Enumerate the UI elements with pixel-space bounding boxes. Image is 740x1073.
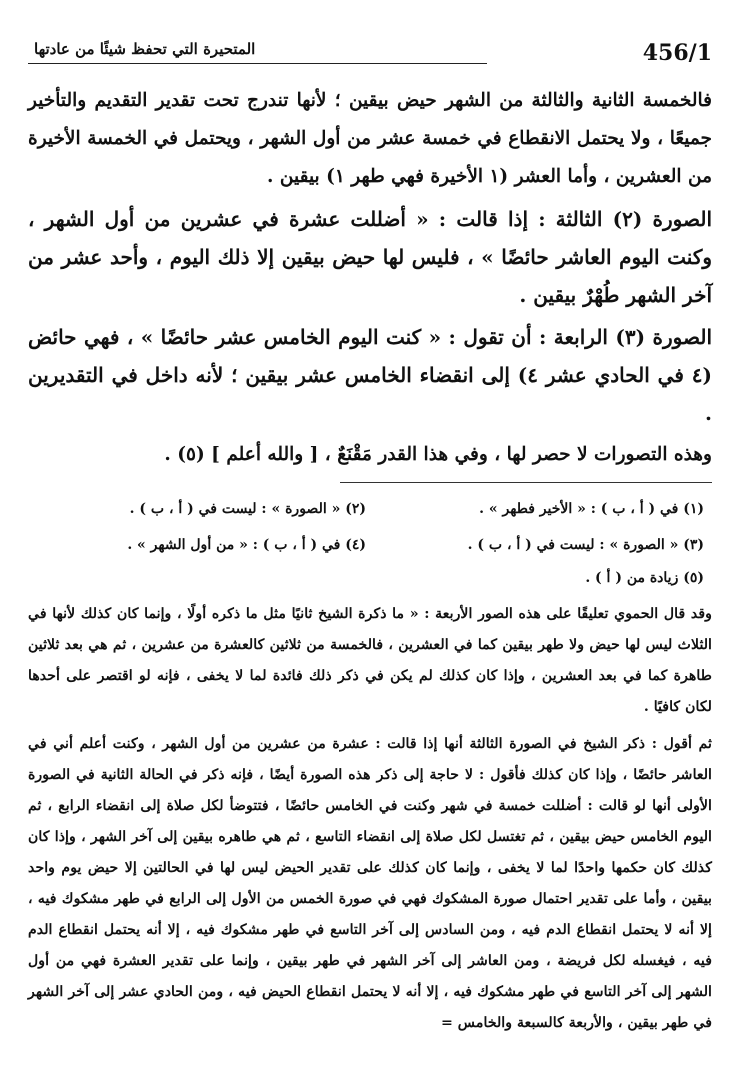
commentary-paragraph: ثم أقول : ذكر الشيخ في الصورة الثالثة أنها إذا قالت : عشرة من عشرين من أول الشهر ، وكنت أعلم أني في العاشر حائضًا ، وإذا كان كذلك فأقول : لا حاجة إلى ذكر هذه الصورة أيضًا ، فإنه ذكر في الحالة الثانية في الصورة الأولى أنها لو قالت : أضللت خمسة في شهر وكنت في الخامس حائضًا ، فتتوضأ لكل صلاة إلى انقضاء الرابع ، ثم اليوم الخامس حيض بيقين ، ثم تغتسل لكل صلاة إلى انقضاء التاسع ، ثم هي طاهره بيقين إلى آخر الشهر ، وإذا كان كذلك كان حكمها واحدًا لما لا يخفى ، وإنما كان كذلك على تقدير الحيض ليس لها في الحالتين إلا حيض يوم واحد بيقين ، وأما على تقدير احتمال صورة المشكوك فهي في صورة الخمس من الأول إلى الرابع في طهر مشكوك فيه ، إلا أنه لا يحتمل انقطاع الدم فيه ، ومن السادس إلى آخر التاسع في طهر مشكوك فيه ، إلا أنه يحتمل انقطاع الدم فيه ، فيغسله لكل فريضة ، ومن العاشر إلى آخر الشهر في طهر بيقين ، وإنما على تقدير العشرة فهي من أول الشهر إلى آخر التاسع في طهر مشكوك فيه ، إلا أنه لا يحتمل انقطاع الحيض فيه ، ومن الحادي عشر إلى آخر الشهر في طهر بيقين ، والأربعة كالسبعة والخامس =: [28, 736, 712, 1031]
footnote: (٥) زيادة من ( أ ) .: [585, 570, 704, 586]
page-number: 456/1: [642, 40, 712, 66]
main-paragraph: فالخمسة الثانية والثالثة من الشهر حيض بيقين ؛ لأنها تندرج تحت تقدير التقديم والتأخير جميعًا ، ولا يحتمل الانقطاع في خمسة عشر من أول الشهر ، ويحتمل في الخمسة الأخيرة من العشرين ، وأما العشر (١ الأخيرة فهي طهر ١) بيقين .: [28, 90, 712, 187]
footnotes: [28, 491, 712, 563]
footnote: (١) في ( أ ، ب ) : « الأخير فطهر » .: [479, 501, 704, 517]
footnote-separator: [340, 482, 712, 483]
page-header: [28, 30, 712, 70]
footnote: (٢) « الصورة » : ليست في ( أ ، ب ) .: [129, 501, 366, 517]
commentary: [28, 599, 712, 1039]
footnote: (٤) في ( أ ، ب ) : « من أول الشهر » .: [127, 537, 366, 553]
header-rule: [28, 63, 487, 64]
main-text: [28, 82, 712, 474]
main-paragraph: الصورة (٣) الرابعة : أن تقول : « كنت اليوم الخامس عشر حائضًا » ، فهي حائض (٤ في الحادي عشر ٤) إلى انقضاء الخامس عشر بيقين ؛ لأنه داخل في التقديرين .: [28, 325, 713, 425]
main-paragraph: الصورة (٢) الثالثة : إذا قالت : « أضللت عشرة في عشرين من أول الشهر ، وكنت اليوم العاشر حائضًا » ، فليس لها حيض بيقين إلا ذلك اليوم ، وأحد عشر من آخر الشهر طُهْرٌ بيقين .: [28, 207, 713, 307]
footnote: (٣) « الصورة » : ليست في ( أ ، ب ) .: [467, 537, 704, 553]
main-paragraph: وهذه التصورات لا حصر لها ، وفي هذا القدر مَقْنَعٌ ، [ والله أعلم ] (٥) .: [164, 444, 712, 465]
running-title: المتحيرة التي تحفظ شيئًا من عادتها: [28, 40, 261, 58]
book-page: [28, 30, 712, 1045]
commentary-paragraph: وقد قال الحموي تعليقًا على هذه الصور الأربعة : « ما ذكرة الشيخ ثانيًا مثل ما ذكره أولًا ، وإنما كان كذلك لأنها في الثلاث ليس لها حيض ولا طهر بيقين كما في العشرين ، فالخمسة من ثلاثين كالعشرة من عشرين ، ثم هي بعد ثلاثين طاهرة كما في بعد العشرين ، وإذا كان كذلك لم يكن في ذكر ذلك فائدة لما لا يخفى ، فإنه لو اقتصر على أحدها لكان كافيًا .: [28, 606, 712, 715]
